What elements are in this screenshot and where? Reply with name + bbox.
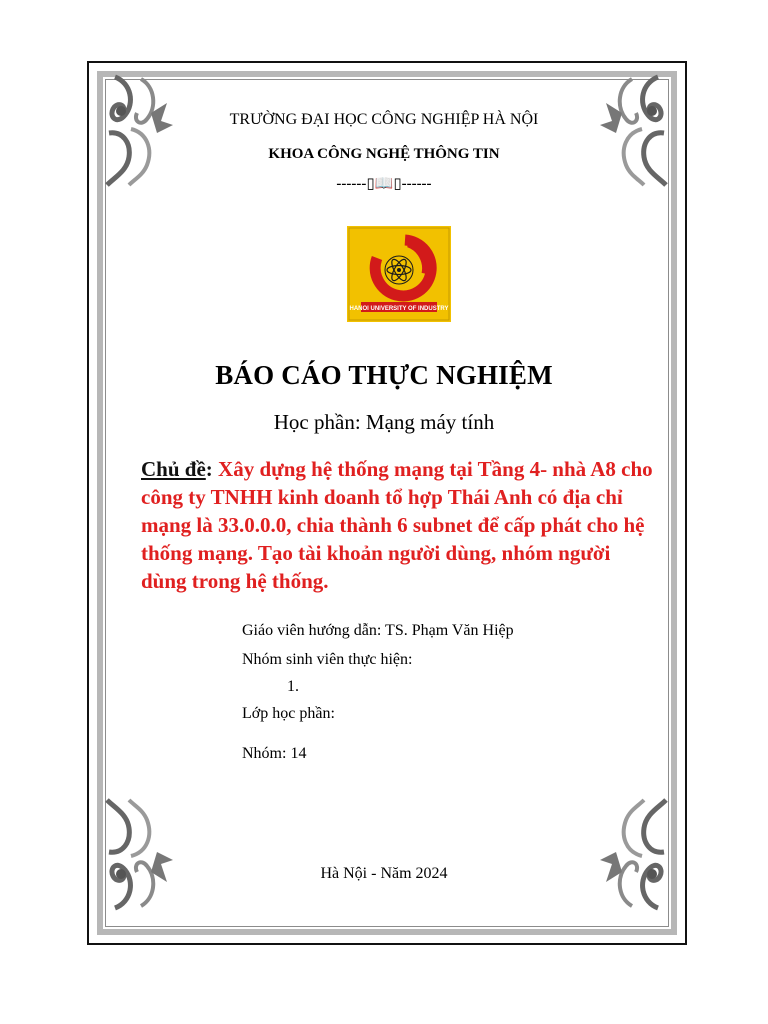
university-logo bbox=[347, 226, 451, 322]
report-title: BÁO CÁO THỰC NGHIỆM bbox=[215, 360, 553, 390]
instructor-line: Giáo viên hướng dẫn: TS. Phạm Văn Hiệp bbox=[242, 622, 514, 639]
topic-label: Chủ đề bbox=[141, 457, 206, 481]
corner-ornament-icon bbox=[598, 73, 672, 189]
report-topic bbox=[141, 455, 661, 595]
corner-ornament-icon bbox=[598, 796, 672, 912]
place-date: Hà Nội - Năm 2024 bbox=[320, 865, 448, 882]
university-name: TRƯỜNG ĐẠI HỌC CÔNG NGHIỆP HÀ NỘI bbox=[229, 111, 539, 128]
students-label: Nhóm sinh viên thực hiện: bbox=[242, 651, 413, 668]
group-line: Nhóm: 14 bbox=[242, 745, 307, 762]
topic-colon: : bbox=[205, 457, 219, 481]
corner-ornament-icon bbox=[101, 73, 175, 189]
course-name: Học phần: Mạng máy tính bbox=[273, 410, 495, 434]
student-item: 1. bbox=[287, 678, 299, 695]
class-label: Lớp học phần: bbox=[242, 705, 335, 722]
topic-text: Xây dựng hệ thống mạng tại Tầng 4- nhà A8 cho công ty TNHH kinh doanh tổ hợp Thái Anh có địa chỉ mạng là 33.0.0.0, chia thành 6 subnet để cấp phát cho hệ thống mạng. Tạo tài khoản người dùng, nhóm người dùng trong hệ thống. bbox=[141, 457, 653, 593]
logo-caption: HANOI UNIVERSITY OF INDUSTRY bbox=[349, 306, 449, 312]
faculty-name: KHOA CÔNG NGHỆ THÔNG TIN bbox=[268, 146, 500, 162]
header-divider: ------▯📖▯------ bbox=[336, 176, 432, 192]
corner-ornament-icon bbox=[101, 796, 175, 912]
